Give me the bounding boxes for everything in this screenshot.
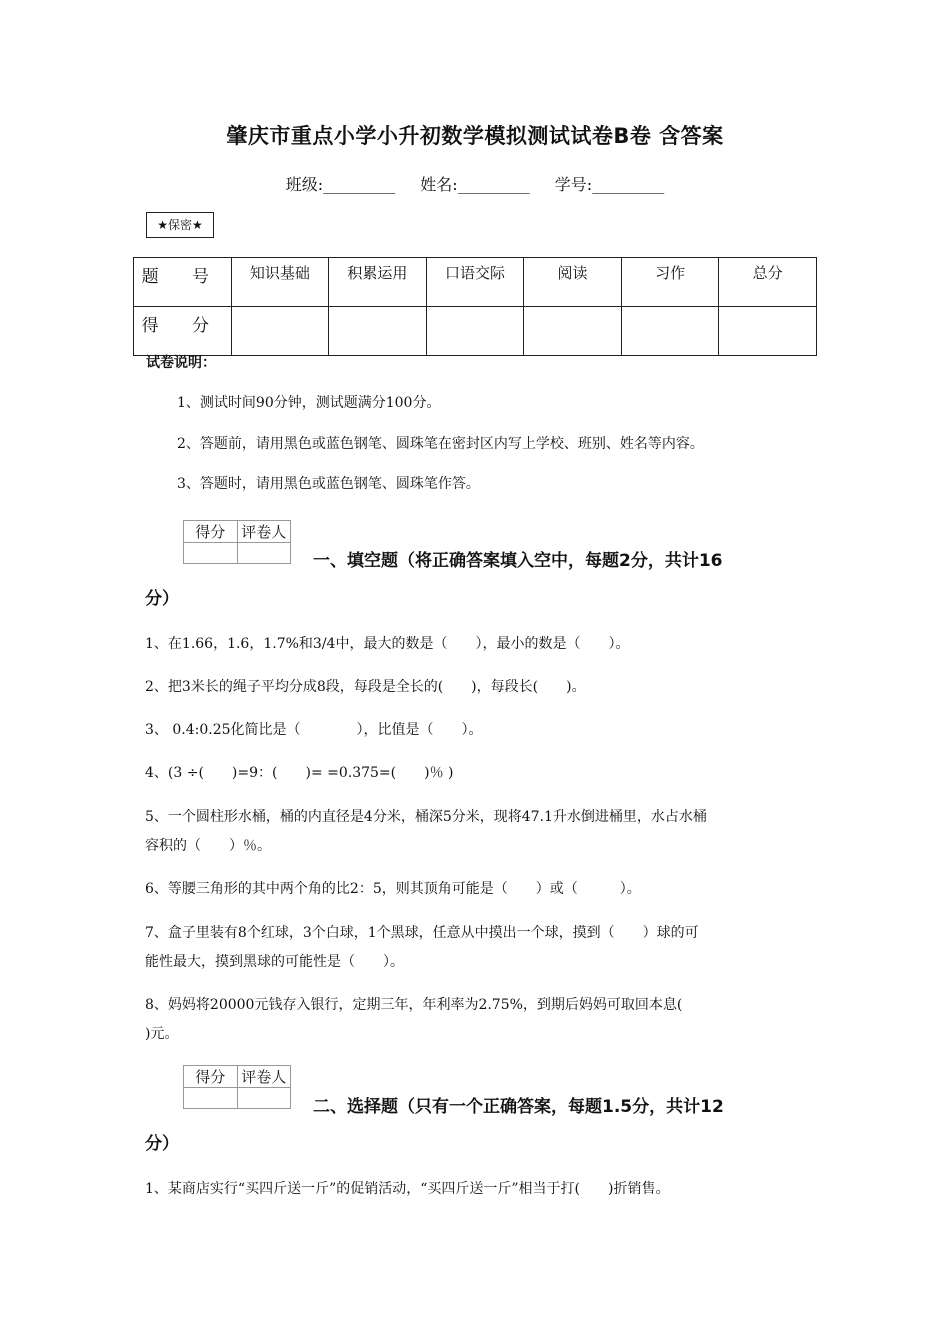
grader-reviewer-label: 评卷人 [237,521,291,543]
confidential-badge: ★保密★ [146,212,214,238]
section-2-title-cont: 分） [145,1134,179,1154]
question-item: 7、盒子里装有8个红球，3个白球，1个黑球，任意从中摸出一个球，摸到（ ）球的可 [145,925,699,941]
score-cell[interactable] [719,307,817,356]
question-item: 1、在1.66，1.6，1.7%和3/4中，最大的数是（ ），最小的数是（ ）。 [145,636,630,652]
grader-score-label: 得分 [184,1066,238,1088]
score-cell[interactable] [524,307,622,356]
page-title: 肇庆市重点小学小升初数学模拟测试试卷B卷 含答案 [226,124,724,148]
section-2-title: 二、选择题（只有一个正确答案，每题1.5分，共计12 [313,1097,724,1117]
score-table-header-cell: 阅读 [524,258,622,307]
question-item-cont: 能性最大，摸到黑球的可能性是（ ）。 [145,954,404,970]
grader-box [183,1065,291,1109]
name-field[interactable]: 姓名:_________ [420,175,530,194]
section-1-title: 一、填空题（将正确答案填入空中，每题2分，共计16 [313,551,723,571]
question-item-cont: )元。 [145,1026,179,1042]
instruction-item: 2、答题前，请用黑色或蓝色钢笔、圆珠笔在密封区内写上学校、班别、姓名等内容。 [177,436,704,452]
student-id-field[interactable]: 学号:_________ [554,175,665,194]
grader-reviewer-label: 评卷人 [237,1066,291,1088]
question-item: 8、妈妈将20000元钱存入银行，定期三年，年利率为2.75%，到期后妈妈可取回本息( [145,997,683,1013]
grader-score-cell[interactable] [184,543,238,564]
question-item: 5、一个圆柱形水桶，桶的内直径是4分米，桶深5分米，现将47.1升水倒进桶里，水占水桶 [145,809,707,825]
question-item: 3、 0.4:0.25化简比是（ ），比值是（ ）。 [145,722,483,738]
question-item: 1、某商店实行“买四斤送一斤”的促销活动，“买四斤送一斤”相当于打( )折销售。 [145,1181,670,1197]
grader-score-label: 得分 [184,521,238,543]
instructions-heading: 试卷说明： [146,355,216,371]
instruction-item: 3、答题时，请用黑色或蓝色钢笔、圆珠笔作答。 [177,476,480,492]
grader-score-cell[interactable] [184,1088,238,1109]
score-row-label: 得 分 [134,307,232,356]
question-item-cont: 容积的（ ）％。 [145,838,271,854]
score-table-header-cell: 总分 [719,258,817,307]
score-table-header-cell: 习作 [621,258,719,307]
question-item: 4、(3 ÷( )=9：( )= =0.375=( )％ ) [145,765,454,781]
grader-reviewer-cell[interactable] [237,543,291,564]
score-table-header-cell: 题 号 [134,258,232,307]
score-table-score-row [134,307,817,356]
score-cell[interactable] [231,307,329,356]
student-info-row [0,172,950,195]
score-table-header-cell: 积累运用 [329,258,427,307]
class-field[interactable]: 班级:_________ [285,175,396,194]
grader-box [183,520,291,564]
score-cell[interactable] [329,307,427,356]
score-cell[interactable] [426,307,524,356]
instruction-item: 1、测试时间90分钟，测试题满分100分。 [177,395,441,411]
score-table [133,257,817,356]
score-table-header-cell: 知识基础 [231,258,329,307]
question-item: 6、等腰三角形的其中两个角的比2：5，则其顶角可能是（ ）或（ ）。 [145,881,641,897]
section-1-title-cont: 分） [145,589,179,609]
question-item: 2、把3米长的绳子平均分成8段，每段是全长的( )，每段长( )。 [145,679,586,695]
score-table-header-cell: 口语交际 [426,258,524,307]
grader-reviewer-cell[interactable] [237,1088,291,1109]
score-table-header-row [134,258,817,307]
score-cell[interactable] [621,307,719,356]
